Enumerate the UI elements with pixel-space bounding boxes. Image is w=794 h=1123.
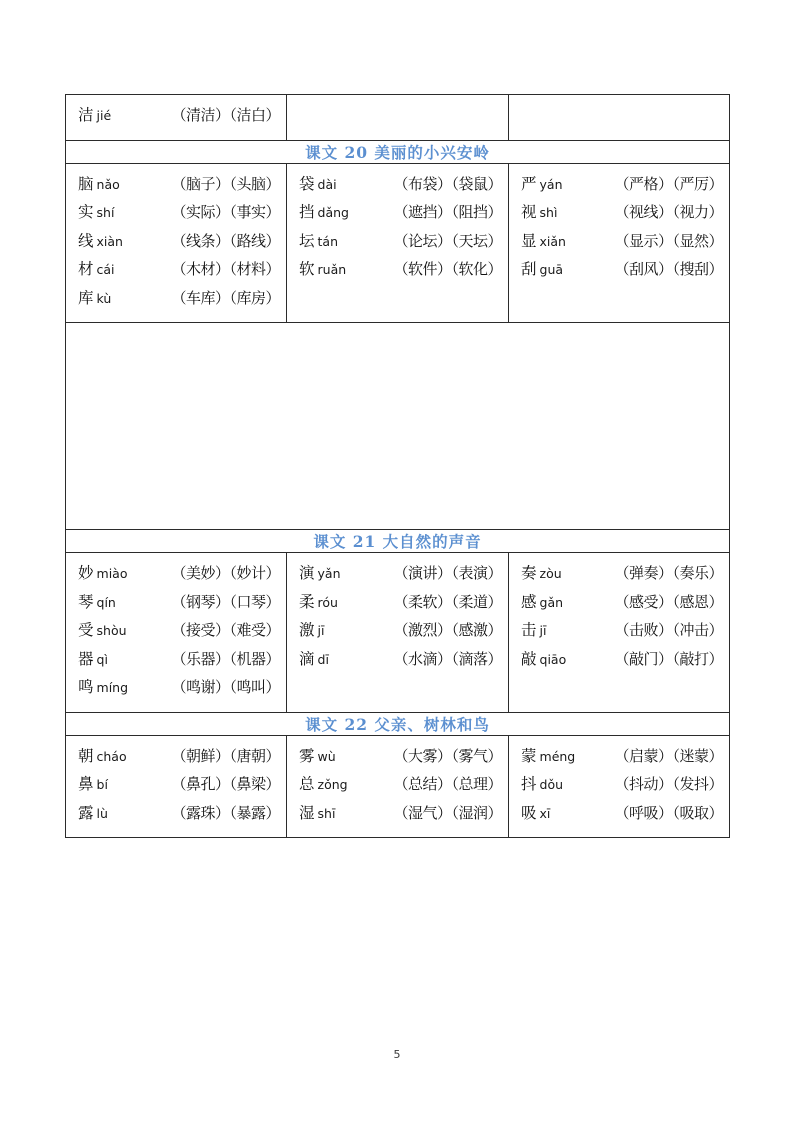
vocab-character: 材 bbox=[78, 260, 94, 278]
vocab-character: 抖 bbox=[521, 775, 537, 793]
blank-spacer-row bbox=[66, 323, 730, 530]
vocab-character: 朝 bbox=[78, 746, 94, 765]
vocab-pinyin: bí bbox=[96, 777, 108, 792]
vocab-pinyin: shì bbox=[539, 205, 558, 220]
vocab-entry bbox=[299, 589, 502, 618]
page-number: 5 bbox=[393, 1048, 401, 1061]
vocab-entry bbox=[299, 256, 502, 285]
vocab-cell-content bbox=[287, 553, 508, 683]
vocab-character: 妙 bbox=[78, 564, 94, 582]
vocab-character: 严 bbox=[521, 174, 537, 193]
vocab-pinyin: qiāo bbox=[539, 651, 567, 667]
vocab-entry bbox=[521, 771, 723, 800]
vocab-cell bbox=[287, 163, 509, 323]
vocab-character: 视 bbox=[521, 203, 537, 221]
vocab-words: （钢琴）（口琴） bbox=[171, 592, 280, 611]
vocab-cell-content bbox=[287, 736, 508, 838]
vocab-pinyin: xiǎn bbox=[539, 233, 566, 249]
vocab-cell bbox=[66, 553, 287, 713]
vocab-character: 敲 bbox=[521, 649, 537, 668]
vocab-character: 总 bbox=[299, 775, 315, 793]
vocab-words: （露珠）（暴露） bbox=[171, 803, 280, 822]
vocab-entry bbox=[521, 199, 723, 228]
vocab-character: 雾 bbox=[299, 746, 315, 765]
vocab-pinyin: cái bbox=[96, 262, 115, 277]
vocab-pinyin: méng bbox=[539, 748, 576, 764]
vocab-pinyin: dī bbox=[317, 651, 329, 667]
vocab-pinyin: shòu bbox=[96, 623, 127, 638]
vocab-entry bbox=[299, 560, 502, 589]
vocab-words: （论坛）（天坛） bbox=[393, 231, 502, 250]
vocab-cell bbox=[509, 735, 730, 838]
vocab-pinyin: dǒu bbox=[539, 777, 564, 792]
vocab-words: （遮挡）（阻挡） bbox=[393, 203, 502, 221]
vocab-words: （严格）（严厉） bbox=[614, 174, 723, 193]
vocab-character: 湿 bbox=[299, 803, 315, 822]
vocab-character: 感 bbox=[521, 592, 537, 611]
vocab-cell-content bbox=[287, 95, 508, 111]
vocab-pinyin: jī bbox=[539, 623, 547, 638]
vocab-entry bbox=[78, 102, 280, 131]
vocab-cell bbox=[509, 163, 730, 323]
vocab-pinyin: shī bbox=[317, 805, 336, 821]
vocab-entry bbox=[521, 743, 723, 772]
vocab-words: （木材）（材料） bbox=[171, 260, 280, 278]
vocab-entry bbox=[521, 228, 723, 257]
vocab-entry bbox=[299, 800, 502, 829]
vocab-cell bbox=[287, 95, 509, 141]
vocab-words: （乐器）（机器） bbox=[171, 649, 280, 668]
vocab-words: （朝鲜）（唐朝） bbox=[171, 746, 280, 765]
vocab-pinyin: xī bbox=[539, 805, 551, 821]
vocab-pinyin: dǎng bbox=[317, 205, 349, 220]
vocab-words: （总结）（总理） bbox=[393, 775, 502, 793]
vocab-character: 库 bbox=[78, 288, 94, 307]
section-title: 课文 20 美丽的小兴安岭 bbox=[66, 140, 730, 163]
vocab-character: 蒙 bbox=[521, 746, 537, 765]
vocab-words: （鸣谢）（鸣叫） bbox=[171, 678, 280, 696]
vocab-words: （抖动）（发抖） bbox=[614, 775, 723, 793]
vocab-entry bbox=[521, 617, 723, 646]
vocab-cell bbox=[287, 735, 509, 838]
vocab-pinyin: wù bbox=[317, 748, 336, 764]
vocab-words: （脑子）（头脑） bbox=[171, 174, 280, 193]
vocab-pinyin: shí bbox=[96, 205, 115, 220]
vocab-entry bbox=[521, 171, 723, 200]
vocab-entry bbox=[78, 646, 280, 675]
section-title: 课文 21 大自然的声音 bbox=[66, 530, 730, 553]
vocab-words: （感受）（感恩） bbox=[614, 592, 723, 611]
vocab-entry bbox=[78, 199, 280, 228]
vocab-pinyin: míng bbox=[96, 680, 129, 695]
vocab-words: （弹奏）（奏乐） bbox=[614, 564, 723, 582]
vocab-entry bbox=[78, 171, 280, 200]
vocab-words: （湿气）（湿润） bbox=[393, 803, 502, 822]
vocab-character: 滴 bbox=[299, 649, 315, 668]
vocab-character: 脑 bbox=[78, 174, 94, 193]
vocab-entry bbox=[521, 646, 723, 675]
vocab-entry bbox=[78, 743, 280, 772]
vocab-character: 刮 bbox=[521, 260, 537, 278]
vocab-cell-content bbox=[509, 553, 729, 683]
vocab-cell-content bbox=[509, 95, 729, 111]
vocab-words: （激烈）（感激） bbox=[393, 621, 502, 639]
vocab-entry bbox=[78, 256, 280, 285]
vocab-character: 奏 bbox=[521, 564, 537, 582]
vocab-entry bbox=[299, 228, 502, 257]
vocab-cell bbox=[66, 735, 287, 838]
vocab-words: （柔软）（柔道） bbox=[393, 592, 502, 611]
vocab-cell-content bbox=[509, 736, 729, 838]
vocab-pinyin: cháo bbox=[96, 748, 127, 764]
vocab-entry bbox=[78, 674, 280, 703]
vocab-entry bbox=[521, 560, 723, 589]
vocab-words: （水滴）（滴落） bbox=[393, 649, 502, 668]
vocab-character: 受 bbox=[78, 621, 94, 639]
vocab-character: 柔 bbox=[299, 592, 315, 611]
vocab-words: （软件）（软化） bbox=[393, 260, 502, 278]
table-row bbox=[66, 95, 730, 141]
vocab-words: （清洁）（洁白） bbox=[171, 106, 280, 124]
vocab-pinyin: róu bbox=[317, 594, 338, 610]
vocab-cell-content bbox=[287, 164, 508, 294]
vocab-cell-content bbox=[66, 736, 286, 838]
vocab-pinyin: zǒng bbox=[317, 777, 348, 792]
vocab-character: 吸 bbox=[521, 803, 537, 822]
vocab-pinyin: lù bbox=[96, 805, 108, 821]
vocab-words: （美妙）（妙计） bbox=[171, 564, 280, 582]
vocab-words: （显示）（显然） bbox=[614, 231, 723, 250]
vocab-words: （启蒙）（迷蒙） bbox=[614, 746, 723, 765]
vocab-character: 实 bbox=[78, 203, 94, 221]
vocab-character: 露 bbox=[78, 803, 94, 822]
vocab-pinyin: qín bbox=[96, 594, 116, 610]
vocab-cell bbox=[287, 553, 509, 713]
vocab-character: 击 bbox=[521, 621, 537, 639]
table-row bbox=[66, 163, 730, 323]
section-header-row bbox=[66, 140, 730, 163]
vocab-entry bbox=[521, 256, 723, 285]
vocab-words: （刮风）（搜刮） bbox=[614, 260, 723, 278]
section-header-row bbox=[66, 530, 730, 553]
vocab-words: （接受）（难受） bbox=[171, 621, 280, 639]
vocabulary-sheet bbox=[65, 94, 729, 838]
vocab-pinyin: ruǎn bbox=[317, 262, 347, 277]
vocab-character: 线 bbox=[78, 231, 94, 250]
vocab-words: （线条）（路线） bbox=[171, 231, 280, 250]
vocab-entry bbox=[78, 228, 280, 257]
vocab-entry bbox=[299, 199, 502, 228]
vocab-character: 鼻 bbox=[78, 775, 94, 793]
vocab-character: 激 bbox=[299, 621, 315, 639]
vocab-pinyin: nǎo bbox=[96, 176, 120, 192]
vocab-entry bbox=[299, 771, 502, 800]
section-header-row bbox=[66, 712, 730, 735]
vocab-character: 显 bbox=[521, 231, 537, 250]
vocab-entry bbox=[78, 800, 280, 829]
vocab-character: 演 bbox=[299, 564, 315, 582]
vocab-words: （击败）（冲击） bbox=[614, 621, 723, 639]
vocab-cell bbox=[66, 95, 287, 141]
vocab-pinyin: yán bbox=[539, 176, 563, 192]
vocab-pinyin: dài bbox=[317, 176, 337, 192]
vocab-words: （车库）（库房） bbox=[171, 288, 280, 307]
vocab-words: （呼吸）（吸取） bbox=[614, 803, 723, 822]
vocab-words: （鼻孔）（鼻梁） bbox=[171, 775, 280, 793]
vocab-cell bbox=[509, 553, 730, 713]
vocab-pinyin: zòu bbox=[539, 566, 562, 581]
vocab-entry bbox=[78, 617, 280, 646]
vocab-pinyin: miào bbox=[96, 566, 128, 581]
vocab-entry bbox=[78, 560, 280, 589]
vocab-entry bbox=[299, 617, 502, 646]
blank-spacer-cell bbox=[66, 323, 730, 530]
vocab-entry bbox=[521, 589, 723, 618]
vocab-pinyin: yǎn bbox=[317, 566, 341, 581]
vocab-character: 琴 bbox=[78, 592, 94, 611]
vocab-pinyin: xiàn bbox=[96, 233, 123, 249]
vocab-words: （视线）（视力） bbox=[614, 203, 723, 221]
section-title: 课文 22 父亲、树林和鸟 bbox=[66, 712, 730, 735]
vocab-entry bbox=[521, 800, 723, 829]
vocab-words: （布袋）（袋鼠） bbox=[393, 174, 502, 193]
vocab-cell bbox=[509, 95, 730, 141]
table-row bbox=[66, 735, 730, 838]
vocab-character: 器 bbox=[78, 649, 94, 668]
vocab-character: 挡 bbox=[299, 203, 315, 221]
vocab-words: （敲门）（敲打） bbox=[614, 649, 723, 668]
vocabulary-table bbox=[65, 94, 730, 838]
vocab-pinyin: jī bbox=[317, 623, 325, 638]
vocab-pinyin: jié bbox=[96, 108, 112, 123]
vocab-entry bbox=[299, 171, 502, 200]
vocab-character: 袋 bbox=[299, 174, 315, 193]
vocab-character: 软 bbox=[299, 260, 315, 278]
vocab-character: 坛 bbox=[299, 231, 315, 250]
vocab-cell bbox=[66, 163, 287, 323]
vocab-pinyin: kù bbox=[96, 290, 112, 306]
vocab-entry bbox=[78, 285, 280, 314]
vocab-pinyin: gǎn bbox=[539, 594, 564, 610]
vocab-cell-content bbox=[66, 553, 286, 712]
vocab-entry bbox=[78, 589, 280, 618]
vocab-words: （演讲）（表演） bbox=[393, 564, 502, 582]
vocab-entry bbox=[299, 743, 502, 772]
vocab-cell-content bbox=[66, 164, 286, 323]
table-row bbox=[66, 553, 730, 713]
vocab-pinyin: qì bbox=[96, 651, 108, 667]
vocabulary-table-body bbox=[66, 95, 730, 838]
vocab-cell-content bbox=[509, 164, 729, 294]
vocab-pinyin: tán bbox=[317, 233, 338, 249]
vocab-cell-content bbox=[66, 95, 286, 140]
vocab-entry bbox=[78, 771, 280, 800]
vocab-character: 鸣 bbox=[78, 678, 94, 696]
vocab-words: （实际）（事实） bbox=[171, 203, 280, 221]
vocab-words: （大雾）（雾气） bbox=[393, 746, 502, 765]
vocab-character: 洁 bbox=[78, 106, 94, 124]
vocab-pinyin: guā bbox=[539, 262, 564, 277]
vocab-entry bbox=[299, 646, 502, 675]
